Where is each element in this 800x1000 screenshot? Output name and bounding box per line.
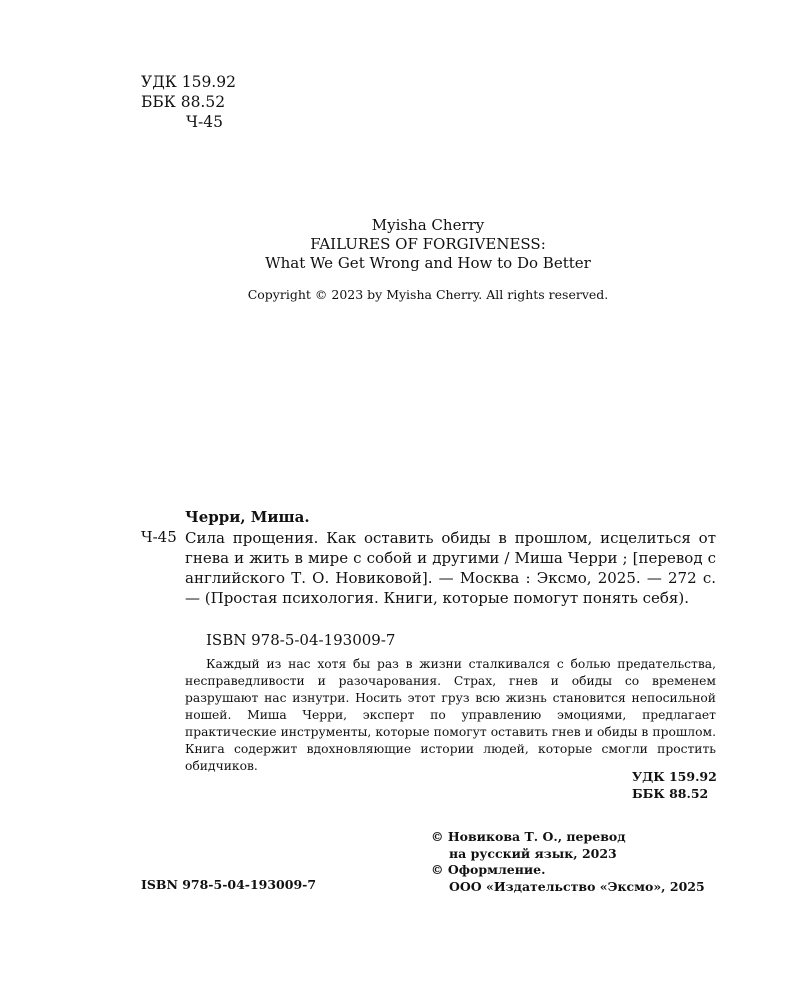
footer-udk: УДК 159.92 bbox=[632, 769, 717, 784]
bbk-code: ББК 88.52 bbox=[141, 93, 226, 111]
bib-author: Черри, Миша. bbox=[185, 508, 310, 526]
design-copyright: © Оформление. bbox=[431, 862, 546, 877]
annotation: Каждый из нас хотя бы раз в жизни сталкивался с болью предательства, несправедливости и разочарования. Страх, гнев и обиды со временем разрушают нас изнутри. Носить этот груз всю жизнь становится непосильной ношей. Миша Черри, эксперт по управлению эмоциями, предлагает практические инструменты, которые помогут оставить гнев и обиды в прошлом. Книга содержит вдохновляющие истории людей, которые смогли простить обидчиков. bbox=[185, 657, 716, 773]
publisher-copyright: ООО «Издательство «Эксмо», 2025 bbox=[449, 878, 705, 894]
author-sign: Ч-45 bbox=[186, 113, 223, 131]
copyright-notices bbox=[431, 829, 705, 895]
udk-code: УДК 159.92 bbox=[141, 73, 236, 91]
footer-classification-codes bbox=[632, 768, 717, 802]
translation-copyright: © Новикова Т. О., перевод bbox=[431, 829, 626, 844]
original-subtitle: What We Get Wrong and How to Do Better bbox=[265, 254, 591, 272]
original-author: Myisha Cherry bbox=[371, 216, 485, 234]
bib-record: Сила прощения. Как оставить обиды в прошлом, исцелиться от гнева и жить в мире с собой и другими / Миша Черри ; [перевод с английского Т. О. Новиковой]. — Москва : Эксмо, 2025. — 272 с. — (Простая психология. Книги, которые помогут понять себя). bbox=[185, 529, 716, 607]
classification-codes bbox=[141, 72, 236, 132]
bib-author-sign: Ч-45 bbox=[141, 528, 177, 546]
original-edition-info bbox=[0, 216, 800, 304]
translation-copyright-cont: на русский язык, 2023 bbox=[449, 845, 617, 861]
original-copyright: Copyright © 2023 by Myisha Cherry. All rights reserved. bbox=[247, 287, 609, 302]
original-title: FAILURES OF FORGIVENESS: bbox=[310, 235, 546, 253]
isbn-footer: ISBN 978-5-04-193009-7 bbox=[141, 877, 317, 892]
isbn: ISBN 978-5-04-193009-7 bbox=[206, 631, 396, 649]
footer-bbk: ББК 88.52 bbox=[632, 786, 709, 801]
